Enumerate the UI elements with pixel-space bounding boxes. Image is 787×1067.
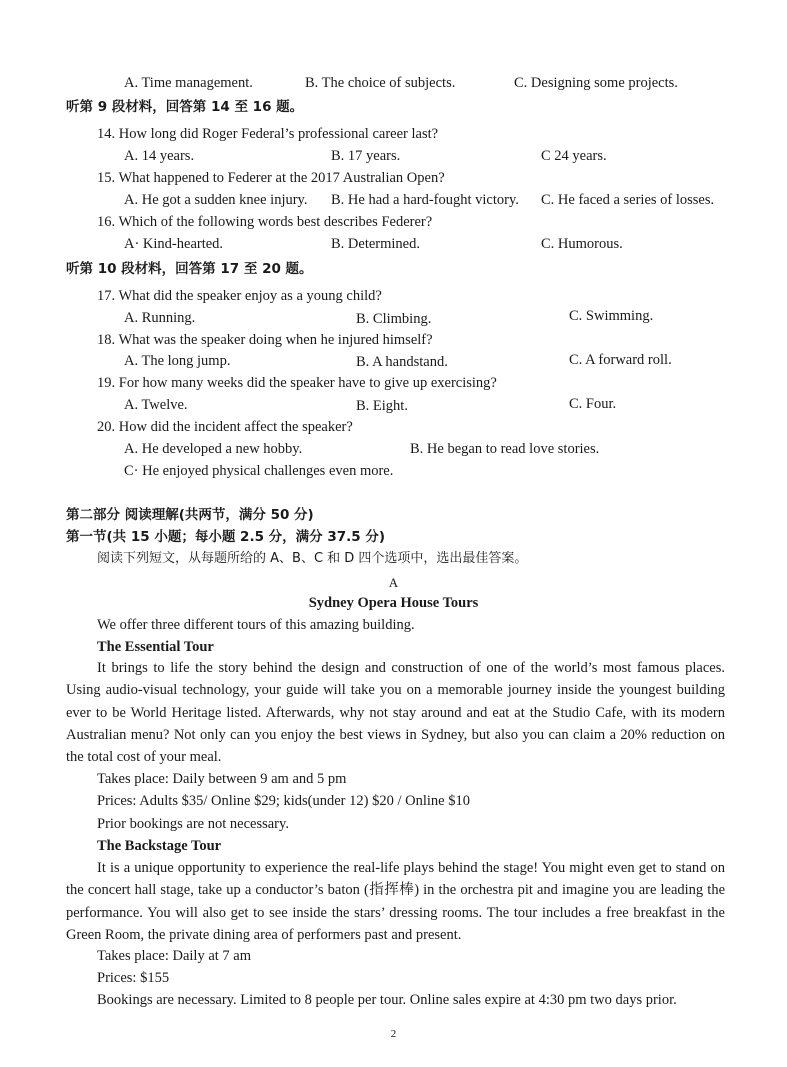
question-16-stem: 16. Which of the following words best describes Federer? <box>97 214 433 230</box>
essential-tour-title: The Essential Tour <box>97 639 214 655</box>
q13-option-a: A. Time management. <box>124 75 253 91</box>
essential-tour-booking: Prior bookings are not necessary. <box>97 816 289 832</box>
question-16-option-a: A· Kind-hearted. <box>124 236 224 252</box>
reading-instruction: 阅读下列短文，从每题所给的 A、B、C 和 D 四个选项中，选出最佳答案。 <box>97 551 528 566</box>
question-18-option-a: A. The long jump. <box>124 353 231 369</box>
question-20-option-b: B. He began to read love stories. <box>410 441 600 457</box>
question-16-option-b: B. Determined. <box>331 236 420 252</box>
backstage-tour-title: The Backstage Tour <box>97 838 222 854</box>
question-20-option-a: A. He developed a new hobby. <box>124 441 303 457</box>
backstage-tour-time: Takes place: Daily at 7 am <box>97 948 251 964</box>
backstage-tour-booking: Bookings are necessary. Limited to 8 people per tour. Online sales expire at 4:30 pm two days prior. <box>97 992 677 1008</box>
essential-tour-body: It brings to life the story behind the design and construction of one of the world’s most famous places. Using audio-visual technology, your guide will take you on a memorable journey inside the youngest building ever to be World Heritage listed. Afterwards, why not stay around and eat at the Studio Cafe, with its modern Australian menu? Not only can you enjoy the best views in Sydney, but also you can claim a 20% reduction on the total cost of your meal. <box>66 660 725 766</box>
question-18-option-c: C. A forward roll. <box>569 352 672 368</box>
question-20-stem: 20. How did the incident affect the speaker? <box>97 419 353 435</box>
question-14-option-b: B. 17 years. <box>331 148 401 164</box>
question-19-option-a: A. Twelve. <box>124 397 188 413</box>
passage-intro: We offer three different tours of this amazing building. <box>97 617 415 633</box>
question-19-option-c: C. Four. <box>569 396 617 412</box>
essential-tour-time: Takes place: Daily between 9 am and 5 pm <box>97 771 347 787</box>
question-14-option-a: A. 14 years. <box>124 148 195 164</box>
question-18-option-b: B. A handstand. <box>356 354 448 370</box>
question-19-stem: 19. For how many weeks did the speaker have to give up exercising? <box>97 375 497 391</box>
passage-letter: A <box>388 575 399 590</box>
part-2-heading: 第二部分 阅读理解(共两节，满分 50 分) <box>66 507 314 523</box>
question-17-option-b: B. Climbing. <box>356 311 432 327</box>
section-1-heading: 第一节(共 15 小题；每小题 2.5 分，满分 37.5 分) <box>66 529 386 545</box>
question-17-option-a: A. Running. <box>124 310 196 326</box>
backstage-tour-prices: Prices: $155 <box>97 970 170 986</box>
question-15-option-c: C. He faced a series of losses. <box>541 192 715 208</box>
question-15-option-a: A. He got a sudden knee injury. <box>124 192 308 208</box>
q13-option-c: C. Designing some projects. <box>514 75 678 91</box>
q13-option-b: B. The choice of subjects. <box>305 75 456 91</box>
page-number: 2 <box>390 1028 397 1040</box>
backstage-tour-body: It is a unique opportunity to experience the real-life plays behind the stage! You might even get to stand on the concert hall stage, take up a conductor’s baton (指挥棒) in the orchestra pit and imagine you are leading the performance. You will also get to see inside the stars’ dressing rooms. The tour includes a free breakfast in the Green Room, the private dining area of performers past and present. <box>66 860 725 943</box>
question-16-option-c: C. Humorous. <box>541 236 623 252</box>
question-15-stem: 15. What happened to Federer at the 2017 Australian Open? <box>97 170 445 186</box>
question-15-option-b: B. He had a hard-fought victory. <box>331 192 519 208</box>
passage-title: Sydney Opera House Tours <box>308 595 479 611</box>
question-18-stem: 18. What was the speaker doing when he injured himself? <box>97 332 433 348</box>
question-20-option-c: C· He enjoyed physical challenges even more. <box>124 463 394 479</box>
section-10-heading: 听第 10 段材料，回答第 17 至 20 题。 <box>66 261 313 277</box>
question-14-option-c: C 24 years. <box>541 148 607 164</box>
question-14-stem: 14. How long did Roger Federal’s professional career last? <box>97 126 439 142</box>
question-17-stem: 17. What did the speaker enjoy as a young child? <box>97 288 382 304</box>
question-19-option-b: B. Eight. <box>356 398 408 414</box>
essential-tour-prices: Prices: Adults $35/ Online $29; kids(under 12) $20 / Online $10 <box>97 793 470 809</box>
question-17-option-c: C. Swimming. <box>569 308 654 324</box>
section-9-heading: 听第 9 段材料，回答第 14 至 16 题。 <box>66 99 304 115</box>
